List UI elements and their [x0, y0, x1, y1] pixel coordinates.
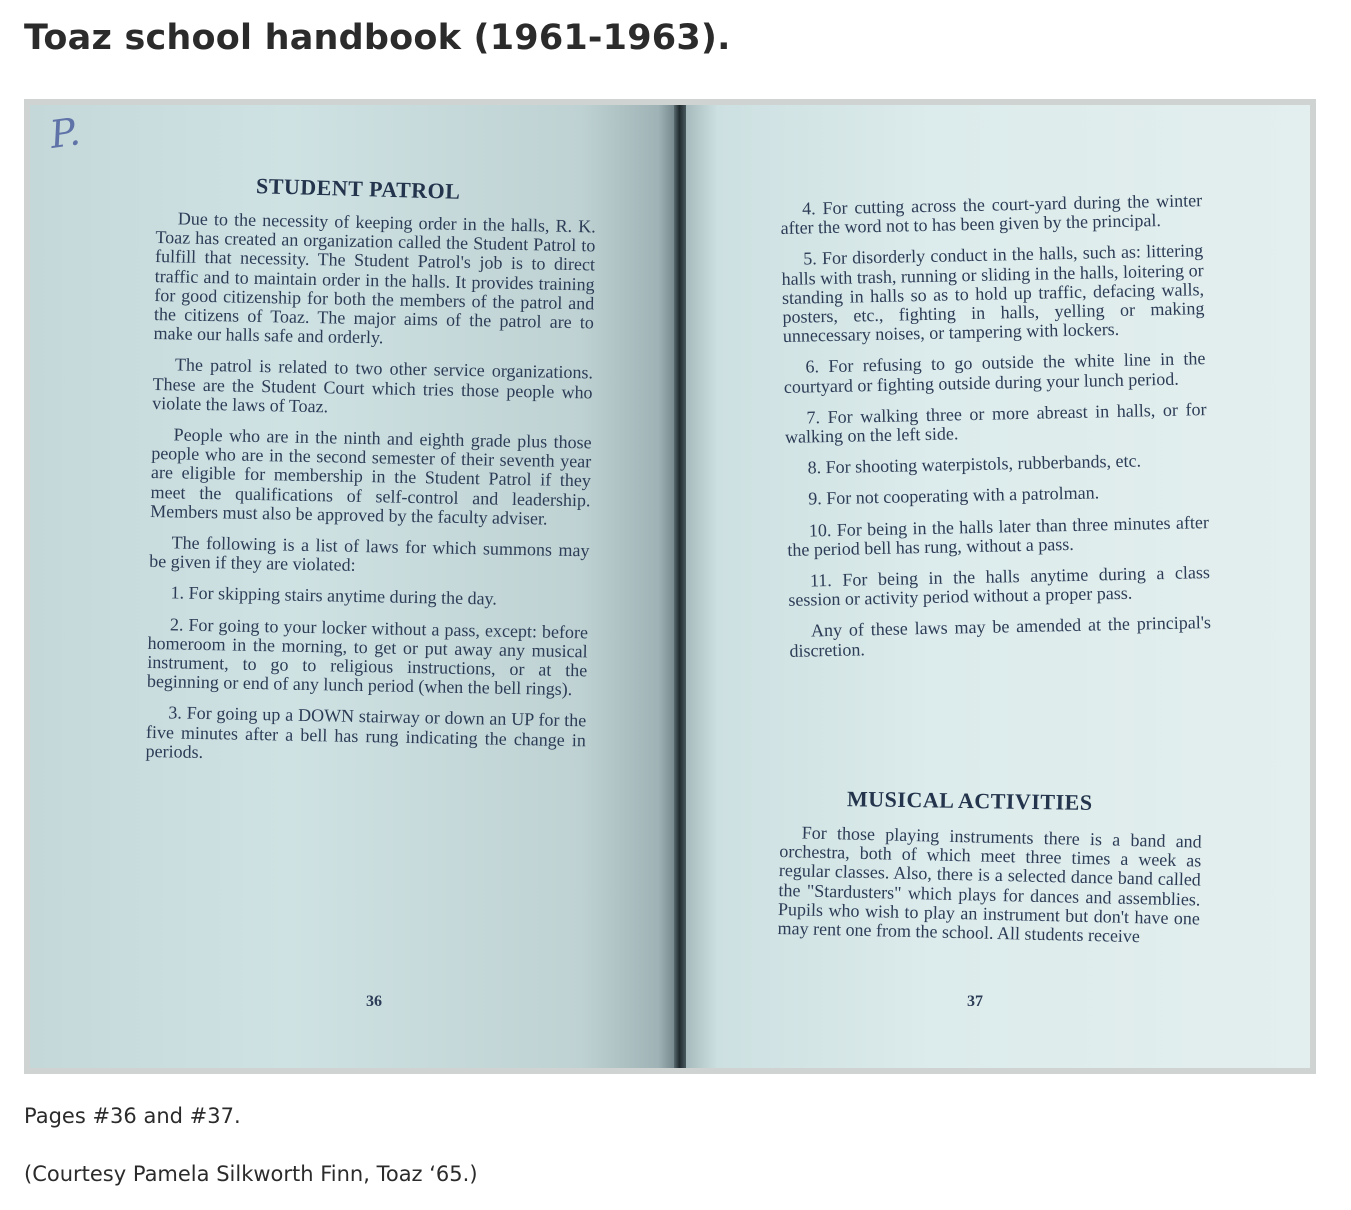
laws-continued-text: [780, 191, 1212, 673]
law-item: 1. For skipping stairs anytime during the day.: [170, 582, 498, 610]
law-item: 4. For cutting across the court-yard during the winter after the word not to has been given by the principal.: [780, 190, 1203, 239]
open-booklet: [30, 105, 1310, 1068]
page-number-36: 36: [366, 993, 382, 1010]
law-item: 5. For disorderly conduct in the halls, such as: littering halls with trash, running or sliding in the halls, loitering or standing in halls so as to hold up traffic, defacing walls, posters, etc., fighting in halls, yelling or making unnecessary noises, or tampering with lockers.: [781, 240, 1205, 347]
patrol-paragraph: People who are in the ninth and eighth grade plus those people who are in the second semester of their seventh year are eligible for membership in the Student Patrol if they meet the qualifications of self-control and leadership. Members must also be approved by the faculty adviser.: [150, 424, 592, 529]
law-item: 6. For refusing to go outside the white line in the courtyard or fighting outside during your lunch period.: [783, 348, 1206, 397]
amendment-note: Any of these laws may be amended at the principal's discretion.: [789, 612, 1212, 661]
page-36: [30, 105, 678, 1068]
page-number-37: 37: [967, 993, 983, 1010]
photo-caption: Pages #36 and #37.: [24, 1104, 241, 1128]
musical-activities-text: [777, 823, 1202, 960]
booklet-spine: [674, 105, 686, 1068]
law-item: 9. For not cooperating with a patrolman.: [808, 482, 1100, 509]
photo-credit: (Courtesy Pamela Silkworth Finn, Toaz ‘65.): [24, 1162, 478, 1186]
post-title: Toaz school handbook (1961-1963).: [24, 18, 731, 58]
music-paragraph: For those playing instruments there is a band and orchestra, both of which meet three times a week as regular classes. Also, there is a selected dance band called the "Stardusters" which plays for dances and assemblies. Pupils who wish to play an instrument but don't have one may rent one from the school. All students receive: [777, 822, 1202, 947]
handwritten-mark: P.: [47, 109, 83, 157]
law-item: 11. For being in the halls anytime during a class session or activity period without a proper pass.: [788, 562, 1211, 611]
patrol-paragraph: The patrol is related to two other service organizations. These are the Student Court which tries those people who violate the laws of Toaz.: [152, 354, 594, 417]
student-patrol-heading: STUDENT PATROL: [255, 173, 461, 204]
patrol-paragraph: Due to the necessity of keeping order in the halls, R. K. Toaz has created an organization called the Student Patrol to fulfill that necessity. The Student Patrol's job is to direct traffic and to maintain order in the halls. It provides training for good citizenship for both the members of the patrol and the citizens of Toaz. The major aims of the patrol are to make our halls safe and orderly.: [153, 208, 596, 348]
handbook-photo: [24, 99, 1316, 1074]
law-item: 3. For going up a DOWN stairway or down an UP for the five minutes after a bell has rung indicating the change in periods.: [145, 702, 587, 762]
page-37: [680, 105, 1310, 1068]
student-patrol-text: [145, 209, 596, 781]
patrol-paragraph: The following is a list of laws for which summons may be given if they are violated:: [149, 532, 590, 576]
law-item: 8. For shooting waterpistols, rubberbands, etc.: [807, 450, 1142, 478]
law-item: 2. For going to your locker without a pass, except: before homeroom in the morning, to get or put away any musical instrument, to go to religious instructions, or at the beginning or end of any lunch period (when the bell rings).: [146, 614, 589, 700]
law-item: 7. For walking three or more abreast in halls, or for walking on the left side.: [784, 398, 1207, 447]
law-item: 10. For being in the halls later than three minutes after the period bell has rung, without a pass.: [787, 511, 1210, 560]
musical-activities-heading: MUSICAL ACTIVITIES: [846, 786, 1093, 815]
